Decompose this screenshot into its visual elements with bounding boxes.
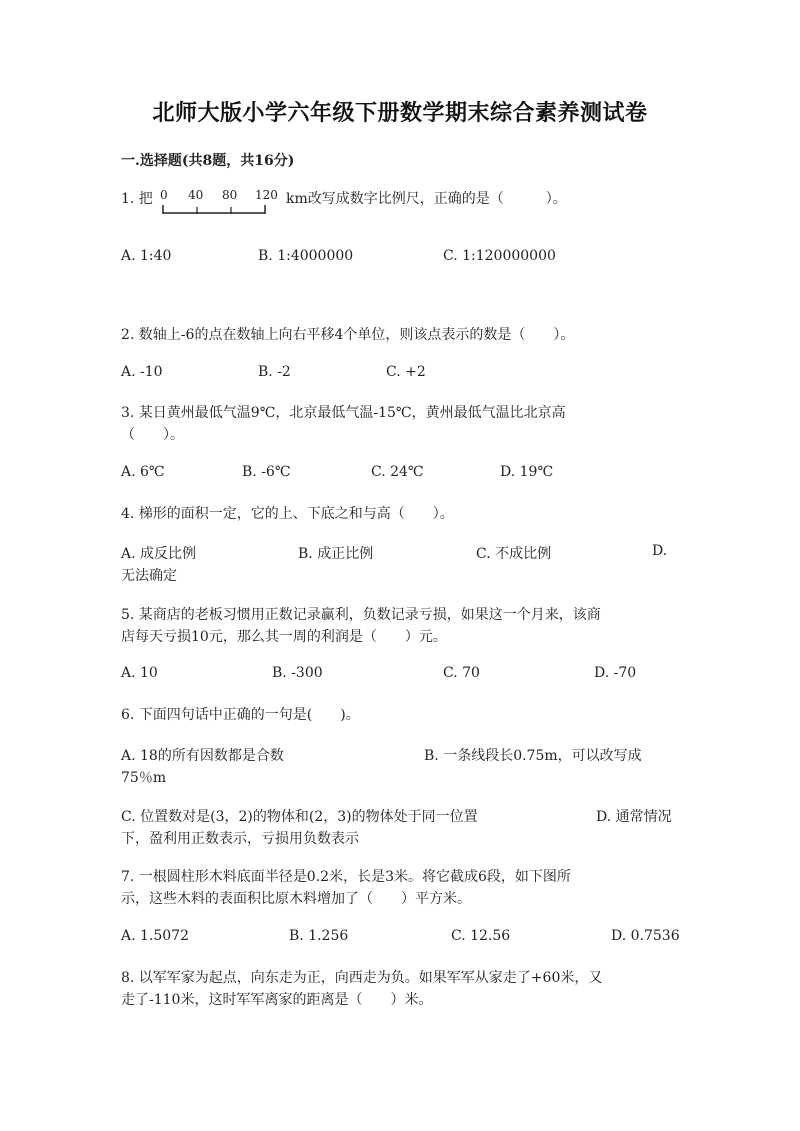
question-1-text: km改写成数字比例尺，正确的是（ ）。 (286, 191, 567, 207)
question-5-line-1: 5. 某商店的老板习惯用正数记录赢利，负数记录亏损，如果这一个月来，该商 (121, 607, 601, 623)
question-5-line-2: 店每天亏损10元，那么其一周的利润是（ ）元。 (121, 629, 447, 645)
option-b: B. -2 (258, 364, 291, 380)
scale-tick-label: 80 (222, 188, 238, 202)
option-b: B. 成正比例 (298, 546, 374, 562)
option-c: C. 24℃ (371, 464, 424, 480)
option-a: A. 1.5072 (121, 928, 189, 944)
option-d: D. 通常情况 (596, 809, 672, 825)
option-a: A. -10 (121, 364, 163, 380)
option-d: D. -70 (594, 665, 637, 681)
question-7-line-2: 示，这些木料的表面积比原木料增加了（ ）平方米。 (121, 891, 471, 907)
option-a: A. 成反比例 (121, 546, 197, 562)
scale-bar-diagram (158, 185, 280, 221)
option-c: C. 位置数对是(3，2)的物体和(2，3)的物体处于同一位置 (121, 809, 478, 825)
option-b: B. -300 (272, 665, 323, 681)
option-b: B. -6℃ (242, 464, 291, 480)
option-a: A. 10 (121, 665, 158, 681)
option-b: B. 1:4000000 (258, 248, 354, 264)
option-b: B. 1.256 (289, 928, 349, 944)
question-7-line-1: 7. 一根圆柱形木料底面半径是0.2米，长是3米。将它截成6段，如下图所 (121, 869, 571, 885)
scale-tick-label: 0 (160, 188, 168, 202)
option-a: A. 6℃ (121, 464, 165, 480)
question-2-text: 2. 数轴上-6的点在数轴上向右平移4个单位，则该点表示的数是（ ）。 (121, 327, 575, 343)
option-a: A. 1:40 (121, 248, 172, 264)
page-title: 北师大版小学六年级下册数学期末综合素养测试卷 (152, 100, 648, 126)
scale-tick-label: 120 (255, 188, 278, 202)
question-8-line-1: 8. 以军军家为起点，向东走为正，向西走为负。如果军军从家走了+60米，又 (121, 970, 603, 986)
option-d-continuation: 无法确定 (121, 568, 177, 584)
question-4-text: 4. 梯形的面积一定，它的上、下底之和与高（ ）。 (121, 506, 454, 522)
option-c: C. 12.56 (451, 928, 511, 944)
option-d: D. 0.7536 (611, 928, 680, 944)
option-b-continuation: 75％m (121, 770, 167, 786)
option-d: D. (652, 543, 668, 559)
option-c: C. 1:120000000 (443, 248, 556, 264)
section-heading: 一.选择题(共8题，共16分) (121, 153, 295, 169)
option-c: C. 70 (443, 665, 480, 681)
question-1-prefix: 1. 把 (121, 191, 153, 207)
option-d: D. 19℃ (500, 464, 554, 480)
option-b: B. 一条线段长0.75m，可以改写成 (424, 748, 642, 764)
option-d-continuation: 下，盈利用正数表示，亏损用负数表示 (121, 831, 359, 847)
scale-tick-label: 40 (188, 188, 204, 202)
option-c: C. +2 (386, 364, 426, 380)
question-3-line-2: （ ）。 (121, 427, 184, 443)
option-a: A. 18的所有因数都是合数 (121, 748, 284, 764)
question-3-line-1: 3. 某日黄州最低气温9℃，北京最低气温-15℃，黄州最低气温比北京高 (121, 405, 566, 421)
question-8-line-2: 走了-110米，这时军军离家的距离是（ ）米。 (121, 992, 433, 1008)
question-6-text: 6. 下面四句话中正确的一句是( )。 (121, 707, 360, 723)
option-c: C. 不成比例 (476, 546, 552, 562)
